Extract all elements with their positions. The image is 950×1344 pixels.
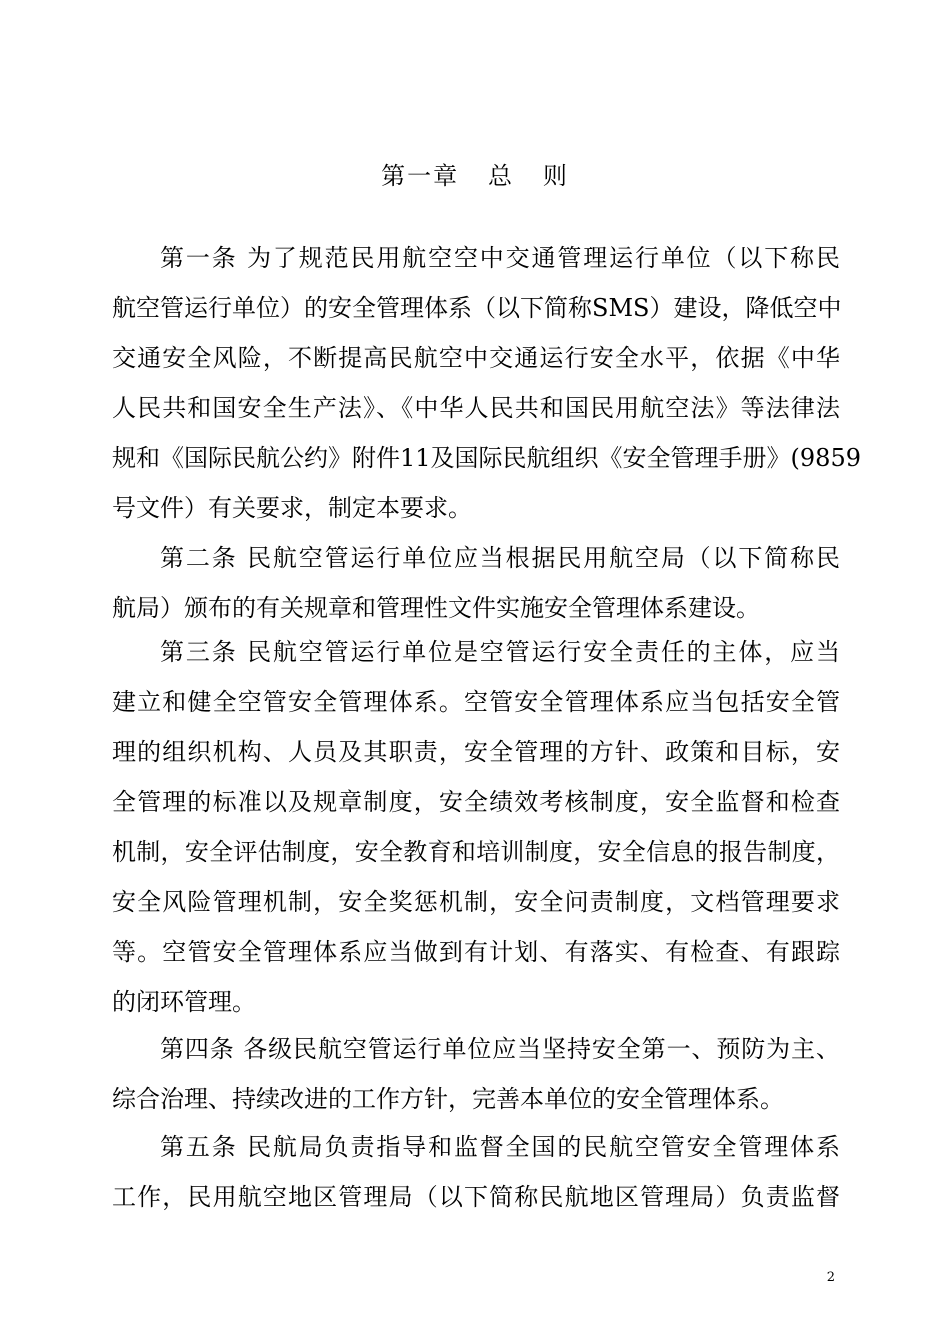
- article-line: 全管理的标准以及规章制度，安全绩效考核制度，安全监督和检查: [112, 788, 840, 816]
- article-line: 第三条 民航空管运行单位是空管运行安全责任的主体，应当: [160, 638, 840, 666]
- article-line: 综合治理、持续改进的工作方针，完善本单位的安全管理体系。: [112, 1085, 784, 1113]
- article-5: [112, 1122, 840, 1222]
- chapter-title: 第一章 总 则: [381, 162, 569, 190]
- article-line: 等。空管安全管理体系应当做到有计划、有落实、有检查、有跟踪: [112, 938, 840, 966]
- article-2: [112, 533, 840, 633]
- article-line: 规和《国际民航公约》附件11及国际民航组织《安全管理手册》(9859: [112, 444, 861, 472]
- article-line: 工作，民用航空地区管理局（以下简称民航地区管理局）负责监督: [112, 1183, 840, 1211]
- article-3: [112, 627, 840, 1027]
- article-line: 航空管运行单位）的安全管理体系（以下简称SMS）建设，降低空中: [112, 294, 842, 322]
- page-number: 2: [826, 1270, 835, 1285]
- article-line: 航局）颁布的有关规章和管理性文件实施安全管理体系建设。: [112, 594, 760, 622]
- article-line: 的闭环管理。: [112, 988, 256, 1016]
- article-4: [112, 1024, 840, 1124]
- article-line: 理的组织机构、人员及其职责，安全管理的方针、政策和目标，安: [112, 738, 840, 766]
- article-line: 安全风险管理机制，安全奖惩机制，安全问责制度，文档管理要求: [112, 888, 840, 916]
- article-line: 机制，安全评估制度，安全教育和培训制度，安全信息的报告制度，: [112, 838, 840, 866]
- article-line: 交通安全风险，不断提高民航空中交通运行安全水平，依据《中华: [112, 344, 840, 372]
- article-line: 建立和健全空管安全管理体系。空管安全管理体系应当包括安全管: [112, 688, 840, 716]
- article-line: 第二条 民航空管运行单位应当根据民用航空局（以下简称民: [160, 544, 840, 572]
- article-line: 第五条 民航局负责指导和监督全国的民航空管安全管理体系: [160, 1133, 840, 1161]
- article-line: 第四条 各级民航空管运行单位应当坚持安全第一、预防为主、: [160, 1035, 840, 1063]
- article-line: 人民共和国安全生产法》、《中华人民共和国民用航空法》等法律法: [112, 394, 840, 422]
- article-1: [112, 233, 861, 533]
- article-line: 第一条 为了规范民用航空空中交通管理运行单位（以下称民: [160, 244, 840, 272]
- article-line: 号文件）有关要求，制定本要求。: [112, 494, 472, 522]
